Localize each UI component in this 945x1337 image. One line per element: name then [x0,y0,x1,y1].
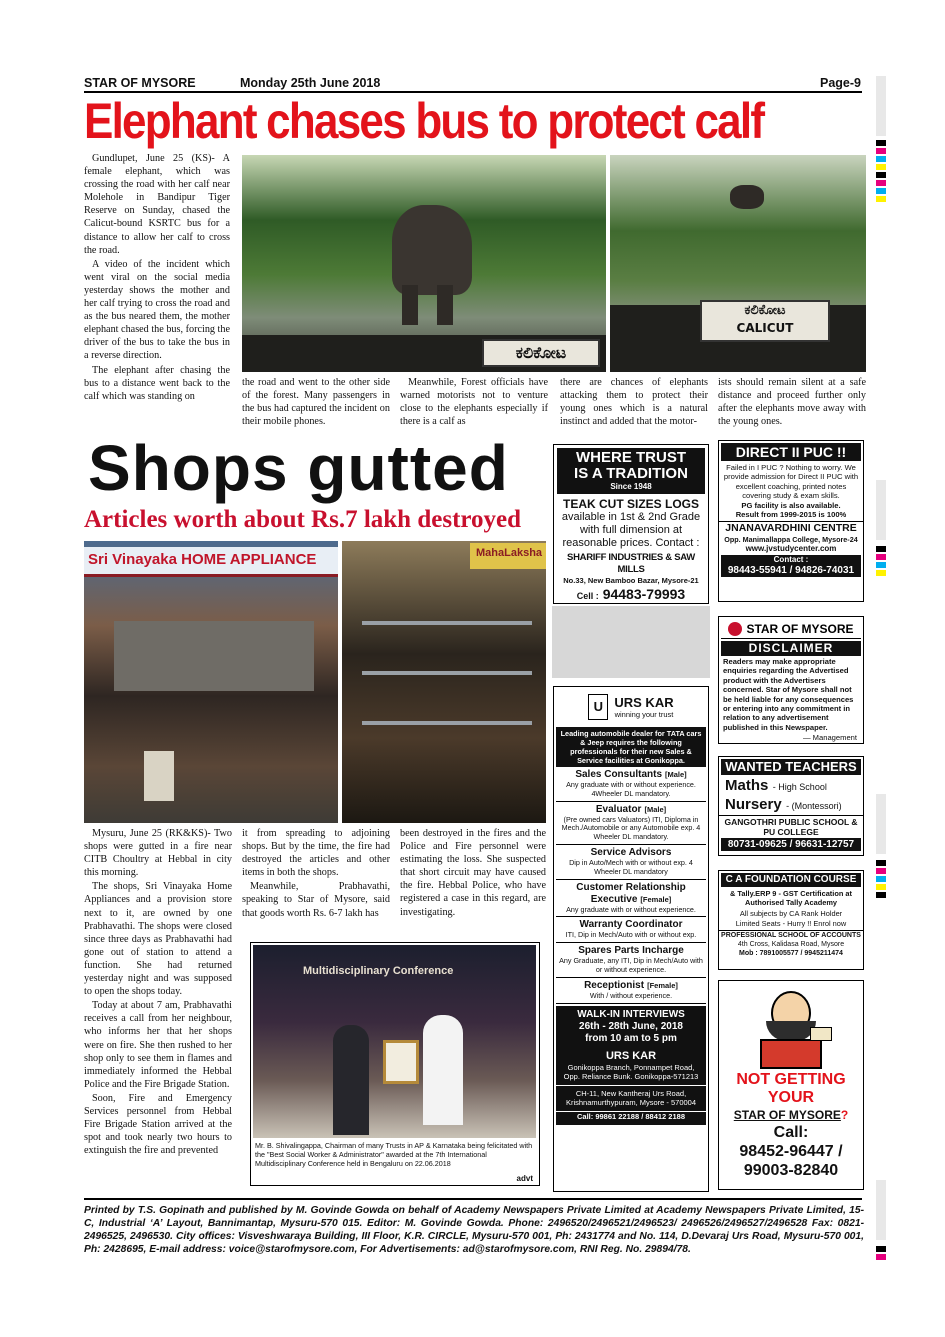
elephant-para: A video of the incident which went viral on the social media yesterday shows the mother and her calf trying to cross the road and as the bus neared them, the mother elephant chased the bus, forcing the driver of the bus to take the bus in a reverse direction. [84,258,230,362]
ca-address: 4th Cross, Kalidasa Road, Mysore [737,941,845,948]
elephant-col-4: there are chances of elephants attacking them to protect their young ones which is a natural instinct and added that the motor- [560,377,708,428]
ca-mob: Mob : 7891005577 / 9945211474 [739,950,843,957]
disclaimer-body: Readers may make appropriate enquiries regarding the Advertised product with the Advertisers concerned. Star of Mysore shall not be held liable for any consequences or entering into any commitment in relation to any advertisement published in this Newspaper. [723,657,854,732]
bus-sign-english: CALICUT [736,321,794,335]
award-banner: Multidisciplinary Conference [303,965,454,977]
shariff-title-1: WHERE TRUST [576,449,686,466]
shariff-cell-label: Cell : [576,591,599,601]
teachers-nursery: Nursery [725,796,782,813]
disclaimer-logo: STAR OF MYSORE [746,621,854,636]
footer-imprint: Printed by T.S. Gopinath and published by M. Govinde Gowda on behalf of Academy Newspapers Private Limited at Academy Newspapers Private Limited, 15-C, Industrial ‘A’ Layout, Bannimantap, Mysuru-570 015. Editor: M. Govinde Gowda. Phone: 2496520/2496521/2496523/ 2496526/2496527/2496528 Fax: 0821-2496525, 2496530. City offices: Visveshwaraya Building, III Floor, K.R. CIRCLE, Mysuru-570 001, Ph: 2431774 and No. 114, D.Devaraj Urs Road, Mysuru-570 001, Ph: 2428695, E-mail address: voice@starofmysore.com, For Advertisements: ad@starofmysore.com, RNI Reg. No. 29894/78. [84,1205,864,1255]
urs-job-title-text: Sales Consultants [575,769,663,780]
shariff-ad [553,444,709,604]
shops-col-1 [84,827,232,1158]
elephant-col-5: ists should remain silent at a safe distance and proceed further only after the elephants move away with the young ones. [718,377,866,428]
puc-body-2: PG facility is also available. [741,500,841,510]
puc-title: DIRECT II PUC !! [721,443,861,461]
urs-job-title [559,804,703,816]
elephant-col-2: the road and went to the other side of the forest. Many passengers in the bus had captured the incident on their mobile phones. [242,377,390,428]
urs-tagline: winning your trust [614,709,674,719]
urs-walkin-block [556,1006,706,1125]
blank-ad-slot [552,606,710,678]
shops-headline: Shops gutted [88,432,509,504]
shop-sign-2: MahaLaksha [476,547,543,559]
elephant-photo-2 [610,155,866,372]
shop-sign-1: Sri Vinayaka HOME APPLIANCE [88,551,317,568]
subscribe-ad [718,980,864,1190]
urs-job [556,978,706,1004]
shariff-address: No.33, New Bamboo Bazar, Mysore-21 [563,576,699,585]
subscribe-line-2: YOUR [767,1089,815,1106]
ca-school: PROFESSIONAL SCHOOL OF ACCOUNTS [719,930,863,940]
puc-phones: 98443-55941 / 94826-74031 [727,565,855,577]
paper-name: STAR OF MYSORE [84,76,196,90]
shariff-title-block [557,448,705,494]
urs-logo-icon: U [588,694,608,720]
urs-job-title-text: Evaluator [595,803,642,815]
ca-title: C A FOUNDATION COURSE [721,873,861,887]
urs-branch-name: URS KAR [605,1049,657,1062]
urs-job-tag: [Female] [647,980,678,990]
bus-sign-kannada-2: ಕಲಿಕೋಟ [744,303,786,318]
page-number: Page-9 [820,76,861,90]
teachers-maths-sub: - High School [772,782,827,792]
shops-col-3: been destroyed in the fires and the Police and Fire personnel were estimating the loss. She suspected that short circuit may have caused the fire. Hebbal Police, who have registered a case in this regard, are investigating. [400,828,546,918]
urs-job-req: With / without experience. [589,990,673,1000]
urs-walkin: WALK-IN INTERVIEWS [577,1008,685,1020]
puc-contact-label: Contact : [773,555,809,565]
subscribe-call: Call: [773,1124,809,1141]
shop-photo-1 [84,541,338,823]
teachers-ad [718,756,864,856]
urs-job-req: Dip in Auto/Mech with or without exp. 4 Wheeler DL mandatory [569,857,693,876]
disclaimer-sign: — Management [802,733,857,743]
subscribe-q: ? [840,1108,849,1122]
elephant-headline: Elephant chases bus to protect calf [84,93,764,149]
shops-para: The shops, Sri Vinayaka Home Appliances and a provision store next to it, are owned by one Prabhavathi. The shops were closed since three days as Prabhavathi had gone out of station to attend a function. She had returned yesterday night and was supposed to open the shops today. [84,881,232,998]
ca-line-2: All subjects by CA Rank Holder [739,909,843,918]
elephant-col-3: Meanwhile, Forest officials have warned motorists not to venture close to the elephants especially if there is a calf as [400,377,548,428]
shariff-body: available in 1st & 2nd Grade with full dimension at reasonable prices. Contact : [561,511,701,549]
ca-ad [718,870,864,970]
urs-job [556,802,706,845]
disclaimer-title: DISCLAIMER [721,641,861,656]
urs-job-tag: [Male] [644,804,667,814]
shops-para: Meanwhile, Prabhavathi, speaking to Star of Mysore, said that goods worth Rs. 6-7 lakh has [242,881,390,919]
shops-para: it from spreading to adjoining shops. But by the time, the fire had destroyed the articles and other items in both the shops. [242,828,390,879]
registration-strip [876,76,886,1276]
award-ad [250,942,540,1186]
puc-centre: JNANAVARDHINI CENTRE [719,521,863,535]
urs-job-req: (Pre owned cars Valuators) ITI, Diploma in Mech./Automobile or any Automobile exp. 4 Wheeler DL mandatory. [561,814,701,842]
teachers-maths: Maths [725,777,769,794]
subscribe-line-1: NOT GETTING [736,1071,846,1088]
urs-job-req: Any Graduate, any ITI, Dip in Mech/Auto with or without experience. [559,956,703,974]
urs-job-title [559,882,703,906]
elephant-para: Gundlupet, June 25 (KS)- A female elephant, which was crossing the road with her calf near Molehole in Bandipur Tiger Reserve on Sunday, chased the Calicut-bound KSRTC bus for a distance to allow her calf to cross the road. [84,153,230,256]
shop-photo-2 [342,541,546,823]
urs-job-title-text: Service Advisors [590,846,672,858]
bus-sign-kannada: ಕಲಿಕೋಟ [482,339,600,367]
disclaimer-box [718,616,864,744]
ca-line-3: Limited Seats - Hurry !! Enrol now [735,918,847,928]
shops-subhead: Articles worth about Rs.7 lakh destroyed [84,506,522,533]
elephant-photo-1 [242,155,606,372]
urs-jobs-list [554,767,708,1004]
urs-job-title-text: Warranty Coordinator [579,919,683,931]
teachers-title: WANTED TEACHERS [721,759,861,775]
urs-job-title [559,980,703,992]
advt-tag: advt [516,1174,533,1183]
urs-call: Call: 99861 22188 / 88412 2188 [556,1111,706,1122]
award-caption: Mr. B. Shivalingappa, Chairman of many Trusts in AP & Karnataka being felicitated with the "Best Social Worker & Administrator" awarded at the 7th International Multidisciplinary Conference held in Bengaluru on 22.06.2018 [255,1141,533,1168]
urs-brand: URS KAR [614,694,674,710]
star-of-mysore-logo-icon [728,622,742,636]
urs-branch-1: Gonikoppa Branch, Ponnampet Road, Opp. Reliance Bunk. Gonikoppa-571213 [563,1062,699,1082]
puc-body-1: Failed in I PUC ? Nothing to worry. We provide admission for Direct II PUC with excellent coaching, printed notes covering study & exam skills. [723,463,859,501]
shops-para: Today at about 7 am, Prabhavathi receives a call from her neighbour, who informs her that her shops were on fire. She then rushed to her shop only to see them in flames and immediately informed the Hebbal Police and the Fire Brigade Station. [84,1000,232,1090]
urs-job-tag: [Male] [665,770,687,779]
bus-sign-2 [700,300,830,342]
puc-address: Opp. Manimallappa College, Mysore-24 [724,535,858,545]
shops-para: Soon, Fire and Emergency Services personnel from Hebbal Fire Brigade Station arrived at the spot and took nearly two hours to extinguish the fire and prevented [84,1092,232,1157]
urs-job [556,767,706,802]
subscribe-phone-1: 98452-96447 / [739,1143,843,1160]
shariff-title-2: IS A TRADITION [574,465,688,482]
ca-line-1: & Tally.ERP 9 - GST Certification at Authorised Tally Academy [730,889,852,907]
puc-body-3: Result from 1999-2015 is 100% [735,510,847,520]
teachers-phones: 80731-09625 / 96631-12757 [721,838,861,851]
award-photo [253,945,536,1138]
shariff-cell: 94483-79993 [602,586,686,602]
urs-job [556,943,706,978]
cartoon-mascot-icon [746,987,836,1071]
shops-para: Mysuru, June 25 (RK&KS)- Two shops were gutted in a fire near CITB Choultry at Hebbal in city this morning. [84,828,232,879]
issue-date: Monday 25th June 2018 [240,76,381,90]
puc-ad [718,440,864,602]
urs-branch-2: CH-11, New Kantheraj Urs Road, Krishnamurthypuram, Mysore - 570004 [556,1085,706,1108]
urs-job [556,917,706,943]
urs-job-req: Any graduate with or without experience. [566,904,696,914]
urs-job-title-text: Spares Parts Incharge [578,945,684,957]
teachers-nursery-sub: - (Montessori) [786,801,842,811]
shariff-product: TEAK CUT SIZES LOGS [562,497,699,511]
urs-kar-ad [553,686,709,1192]
urs-intro: Leading automobile dealer for TATA cars & Jeep requires the following professionals for their new Sales & Service facilities at Gonikoppa. [556,727,706,767]
urs-job [556,845,706,880]
urs-job [556,880,706,918]
subscribe-paper: STAR OF MYSORE [733,1108,841,1122]
puc-web: www.jvstudycenter.com [745,544,837,554]
shariff-since: Since 1948 [610,482,652,491]
elephant-col-1 [84,152,230,404]
subscribe-phone-2: 99003-82840 [743,1162,839,1179]
elephant-para: The elephant after chasing the bus to a distance went back to the calf which was standing on [84,364,230,402]
urs-job-req: ITI, Dip in Mech/Auto with or without exp. [565,930,697,940]
shops-col-2 [242,827,390,921]
urs-job-req: Any graduate with or without experience. 4Wheeler DL mandatory. [566,780,696,798]
footer-rule [84,1198,862,1200]
urs-job-tag: [Female] [640,894,672,904]
shariff-company: SHARIFF INDUSTRIES & SAW MILLS [567,552,695,575]
urs-dates: 26th - 28th June, 2018 from 10 am to 5 pm [579,1020,683,1044]
urs-job-title-text: Customer Relationship Executive [576,881,686,905]
teachers-school: GANGOTHRI PUBLIC SCHOOL & PU COLLEGE [719,815,863,838]
urs-job-title-text: Receptionist [584,979,645,991]
